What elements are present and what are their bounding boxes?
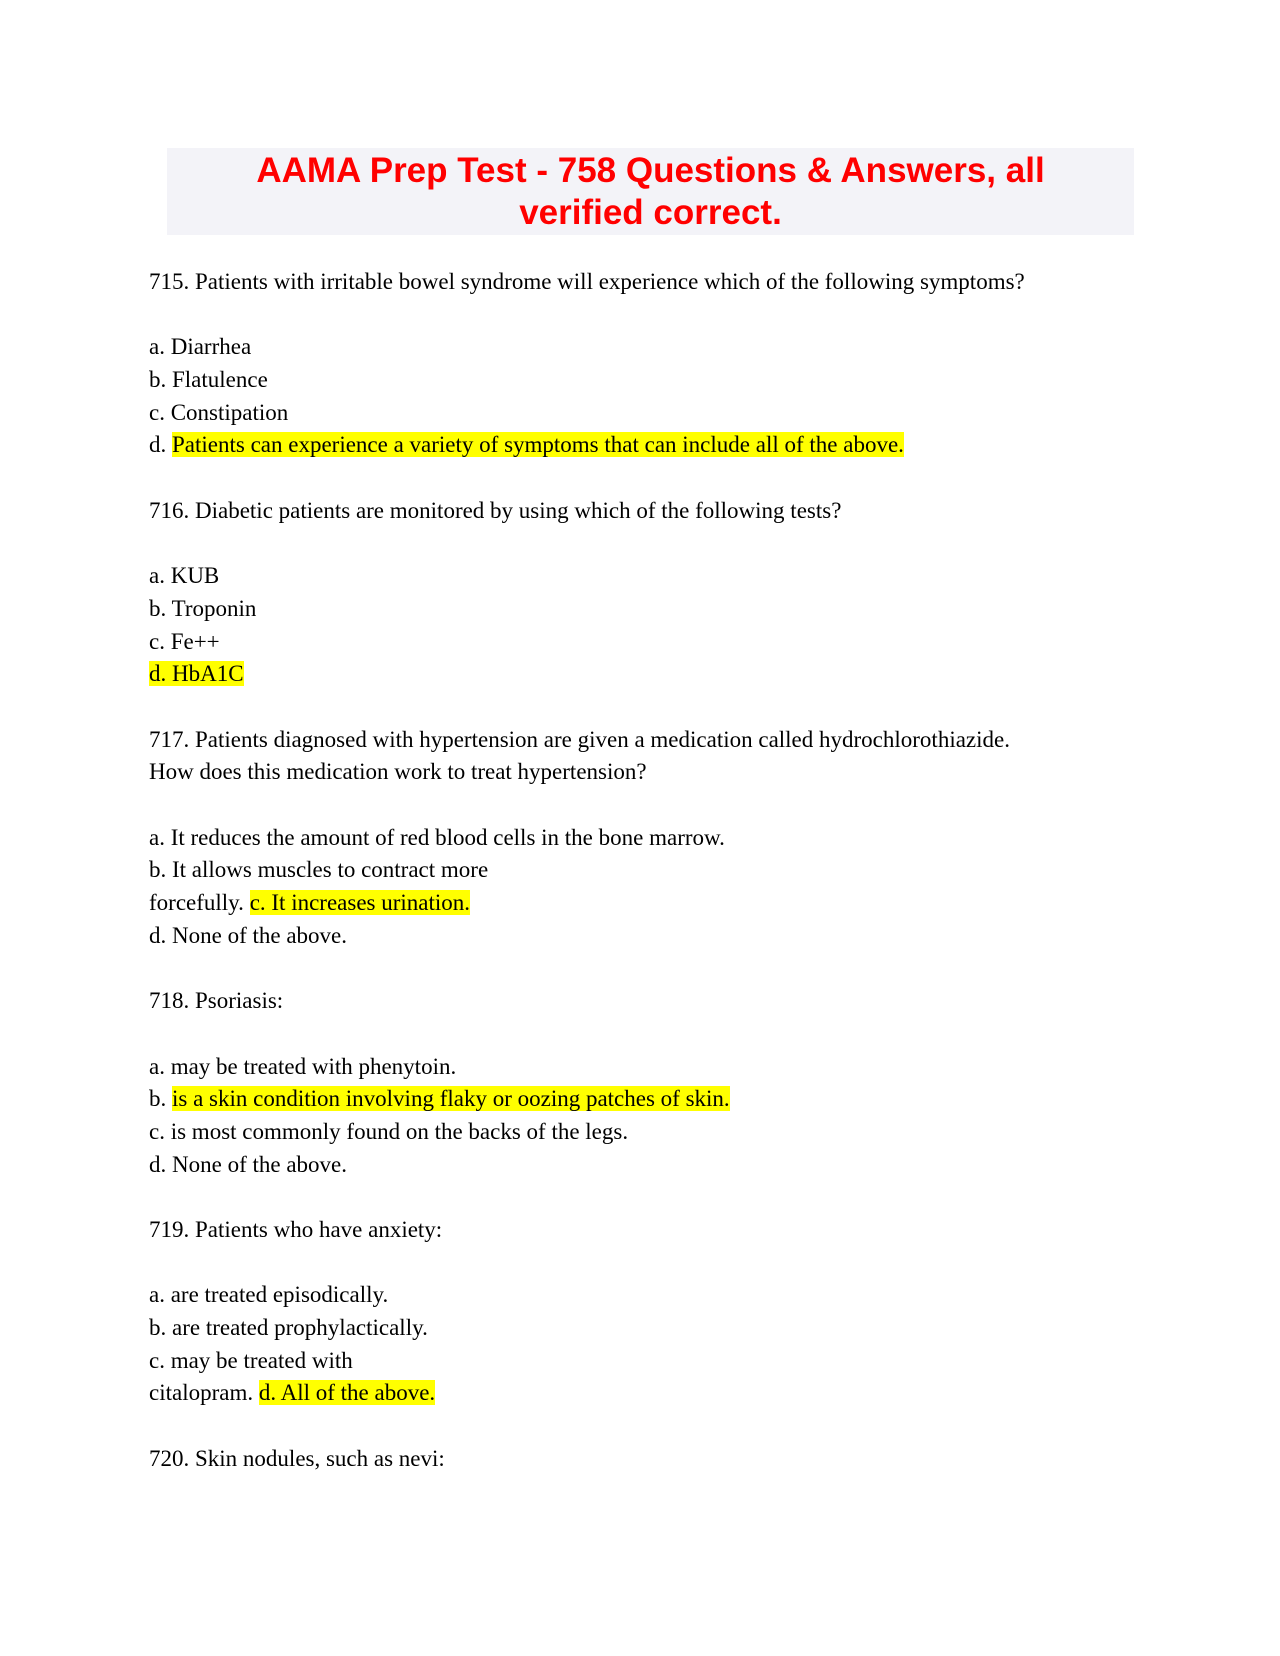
question-718-option-d: d. None of the above. [149,1151,347,1177]
spacer [149,789,1139,822]
question-718-option-a: a. may be treated with phenytoin. [149,1053,457,1079]
spacer [149,299,1139,332]
question-717-highlighted-answer: c. It increases urination. [249,890,471,916]
question-715-stem: 715. Patients with irritable bowel syndrome will experience which of the following symptoms? [149,269,1025,294]
question-716-option-c: c. Fe++ [149,628,220,654]
spacer [149,1410,1139,1443]
question-715-option-b: b. Flatulence [149,367,268,393]
question-719-option-a: a. are treated episodically. [149,1282,389,1308]
question-719-option-b: b. are treated prophylactically. [149,1315,428,1340]
question-719-option-c-continued [149,1377,1139,1410]
option-b-continuation: forcefully. [149,890,244,916]
question-716-highlighted-answer: d. HbA1C [149,661,244,687]
question-720-stem: 720. Skin nodules, such as nevi: [149,1445,445,1471]
question-718-option-b [149,1083,1139,1116]
question-717-option-b-continued [149,887,1139,920]
spacer [149,528,1139,561]
spacer [149,1018,1139,1051]
question-716-option-d [149,658,1139,691]
option-d-prefix: d. [149,432,167,458]
spacer [149,691,1139,724]
spacer [149,1247,1139,1280]
question-717-stem-line-1: 717. Patients diagnosed with hypertension are given a medication called hydrochlorothiazide. [149,726,1010,752]
spacer [149,952,1139,985]
question-715-highlighted-answer: Patients can experience a variety of symptoms that can include all of the above. [172,432,904,458]
title-line-1: AAMA Prep Test - 758 Questions & Answers, all [256,150,1045,190]
option-b-prefix: b. [149,1086,167,1112]
question-717-stem-line-2: How does this medication work to treat hypertension? [149,759,647,785]
option-c-continuation: citalopram. [149,1380,254,1406]
question-715-option-c: c. Constipation [149,399,289,425]
question-716-option-a: a. KUB [149,563,220,589]
question-719-option-c: c. may be treated with [149,1347,353,1373]
question-718-option-c: c. is most commonly found on the backs of the legs. [149,1118,629,1144]
question-718-stem: 718. Psoriasis: [149,988,284,1014]
questions-body [149,266,1139,1475]
question-715-option-d [149,429,1139,462]
question-719-stem: 719. Patients who have anxiety: [149,1216,443,1242]
question-719-highlighted-answer: d. All of the above. [258,1380,436,1406]
question-715-option-a: a. Diarrhea [149,334,252,360]
question-717-option-d: d. None of the above. [149,922,347,948]
spacer [149,462,1139,495]
question-717-option-a: a. It reduces the amount of red blood cells in the bone marrow. [149,824,725,850]
document-title [167,148,1134,235]
question-717-option-b: b. It allows muscles to contract more [149,857,489,883]
question-716-option-b: b. Troponin [149,595,257,621]
question-718-highlighted-answer: is a skin condition involving flaky or oozing patches of skin. [172,1086,730,1112]
spacer [149,1181,1139,1214]
title-line-2: verified correct. [519,192,782,232]
question-716-stem: 716. Diabetic patients are monitored by using which of the following tests? [149,497,842,523]
